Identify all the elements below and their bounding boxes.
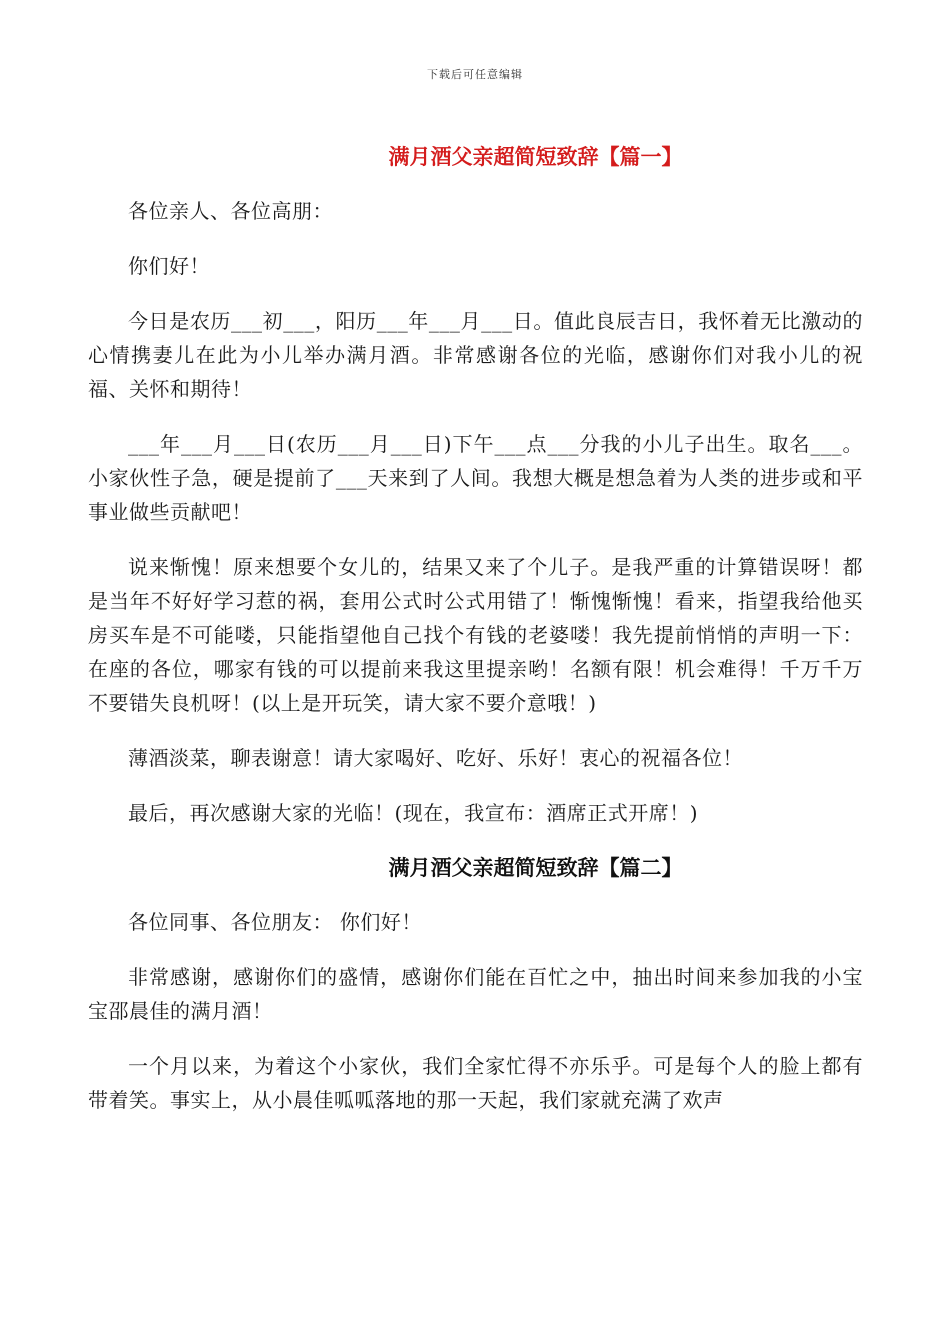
section-1-paragraph: 最后，再次感谢大家的光临！(现在，我宣布：酒席正式开席！) <box>128 801 699 825</box>
section-2-paragraph: 各位同事、各位朋友： 你们好！ <box>128 910 422 934</box>
section-1-paragraph: 薄酒淡菜，聊表谢意！请大家喝好、吃好、乐好！衷心的祝福各位！ <box>128 746 743 770</box>
section-1-paragraph: 各位亲人、各位高朋： <box>128 199 333 223</box>
section-2-paragraph: 非常感谢，感谢你们的盛情，感谢你们能在百忙之中，抽出时间来参加我的小宝宝邵晨佳的满月酒！ <box>88 965 863 1023</box>
section-2-title: 满月酒父亲超简短致辞【篇二】 <box>388 855 683 880</box>
section-1-paragraph: 说来惭愧！原来想要个女儿的，结果又来了个儿子。是我严重的计算错误呀！都是当年不好好学习惹的祸，套用公式时公式用错了！惭愧惭愧！看来，指望我给他买房买车是不可能喽，只能指望他自己找个有钱的老婆喽！我先提前悄悄的声明一下：在座的各位，哪家有钱的可以提前来我这里提亲哟！名额有限！机会难得！千万千万不要错失良机呀！(以上是开玩笑，请大家不要介意哦！) <box>88 555 863 715</box>
section-1-paragraph: 你们好！ <box>128 254 210 278</box>
document-body <box>88 140 863 1138</box>
section-1-paragraph: 今日是农历___初___，阳历___年___月___日。值此良辰吉日，我怀着无比激动的心情携妻儿在此为小儿举办满月酒。非常感谢各位的光临，感谢你们对我小儿的祝福、关怀和期待！ <box>88 309 863 401</box>
section-2-paragraph: 一个月以来，为着这个小家伙，我们全家忙得不亦乐乎。可是每个人的脸上都有带着笑。事实上，从小晨佳呱呱落地的那一天起，我们家就充满了欢声 <box>88 1054 863 1112</box>
section-1-paragraph: ___年___月___日(农历___月___日)下午___点___分我的小儿子出生。取名___。小家伙性子急，硬是提前了___天来到了人间。我想大概是想急着为人类的进步或和平事业做些贡献吧！ <box>88 432 863 524</box>
section-1-title: 满月酒父亲超简短致辞【篇一】 <box>388 144 683 169</box>
page-header-note: 下载后可任意编辑 <box>427 68 523 81</box>
